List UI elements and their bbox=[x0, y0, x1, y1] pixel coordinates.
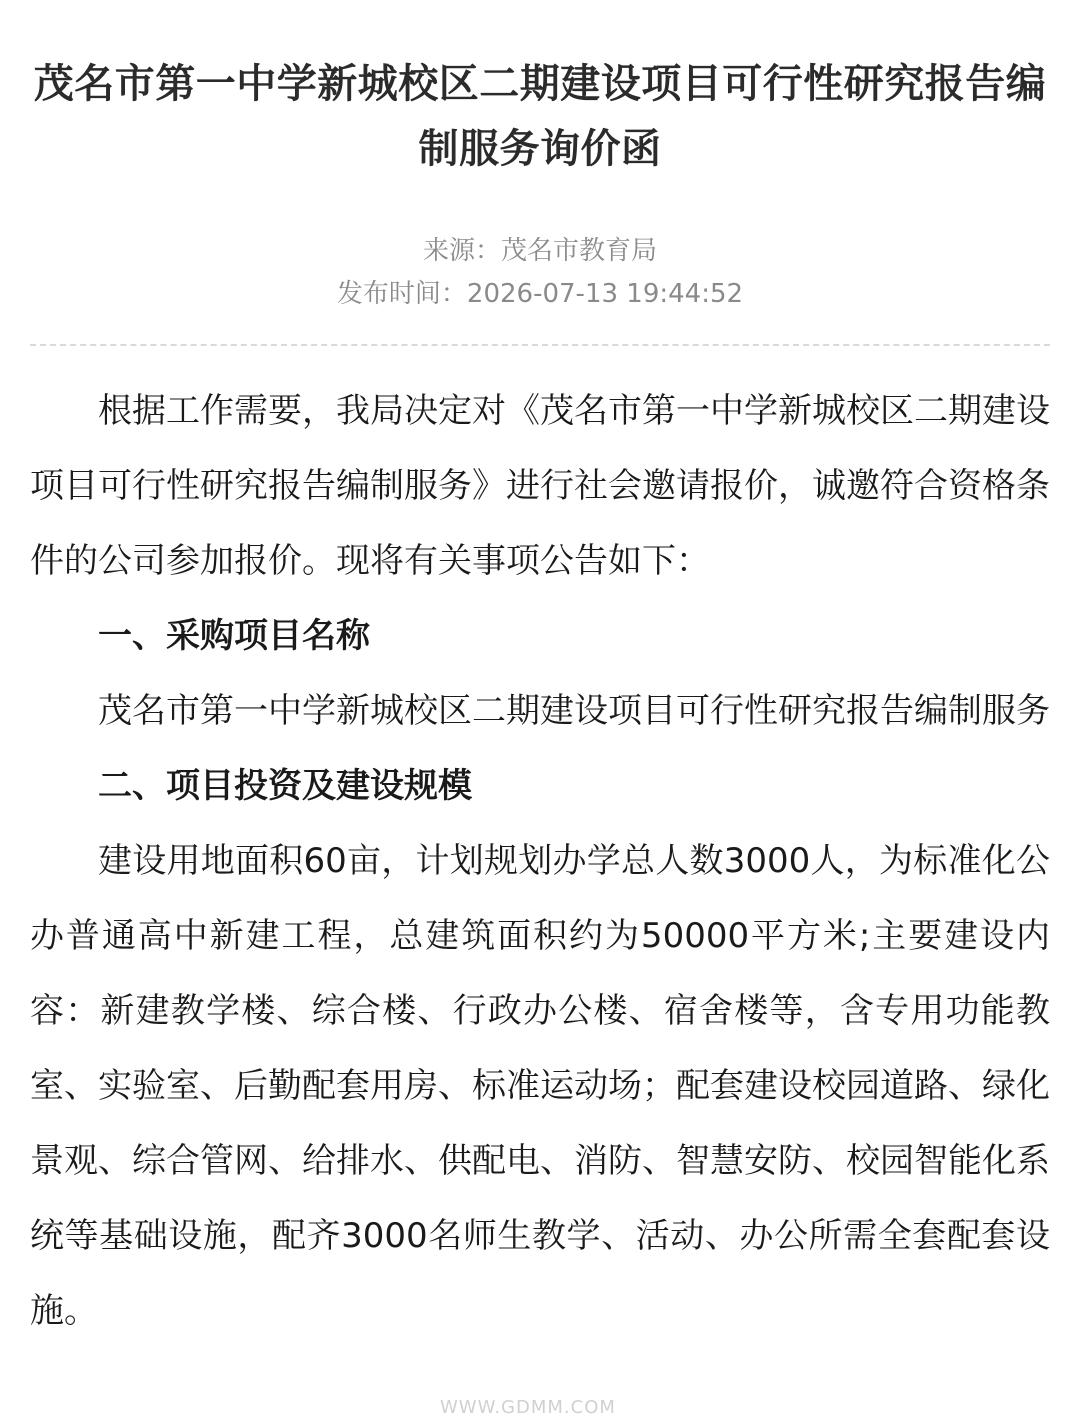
article-body bbox=[30, 374, 1050, 1349]
article-meta bbox=[30, 230, 1050, 316]
source-label: 来源：茂名市教育局 bbox=[422, 236, 657, 266]
section-heading-1: 一、采购项目名称 bbox=[98, 616, 370, 656]
section-text-2: 建设用地面积60亩，计划规划办学总人数3000人，为标准化公办普通高中新建工程，总建筑面积约为50000平方米;主要建设内容：新建教学楼、综合楼、行政办公楼、宿舍楼等，含专用功能教室、实验室、后勤配套用房、标准运动场；配套建设校园道路、绿化景观、综合管网、给排水、供配电、消防、智慧安防、校园智能化系统等基础设施，配齐3000名师生教学、活动、办公所需全套配套设施。 bbox=[30, 841, 1050, 1331]
publish-time: 发布时间：2026-07-13 19:44:52 bbox=[336, 279, 744, 309]
dashed-divider bbox=[30, 344, 1050, 346]
intro-paragraph: 根据工作需要，我局决定对《茂名市第一中学新城校区二期建设项目可行性研究报告编制服务》进行社会邀请报价，诚邀符合资格条件的公司参加报价。现将有关事项公告如下： bbox=[30, 391, 1050, 581]
page-title: 茂名市第一中学新城校区二期建设项目可行性研究报告编制服务询价函 bbox=[33, 61, 1047, 172]
section-heading-2: 二、项目投资及建设规模 bbox=[98, 766, 472, 806]
site-watermark: WWW.GDMM.COM bbox=[440, 1397, 616, 1418]
section-text-1: 茂名市第一中学新城校区二期建设项目可行性研究报告编制服务 bbox=[98, 691, 1050, 731]
